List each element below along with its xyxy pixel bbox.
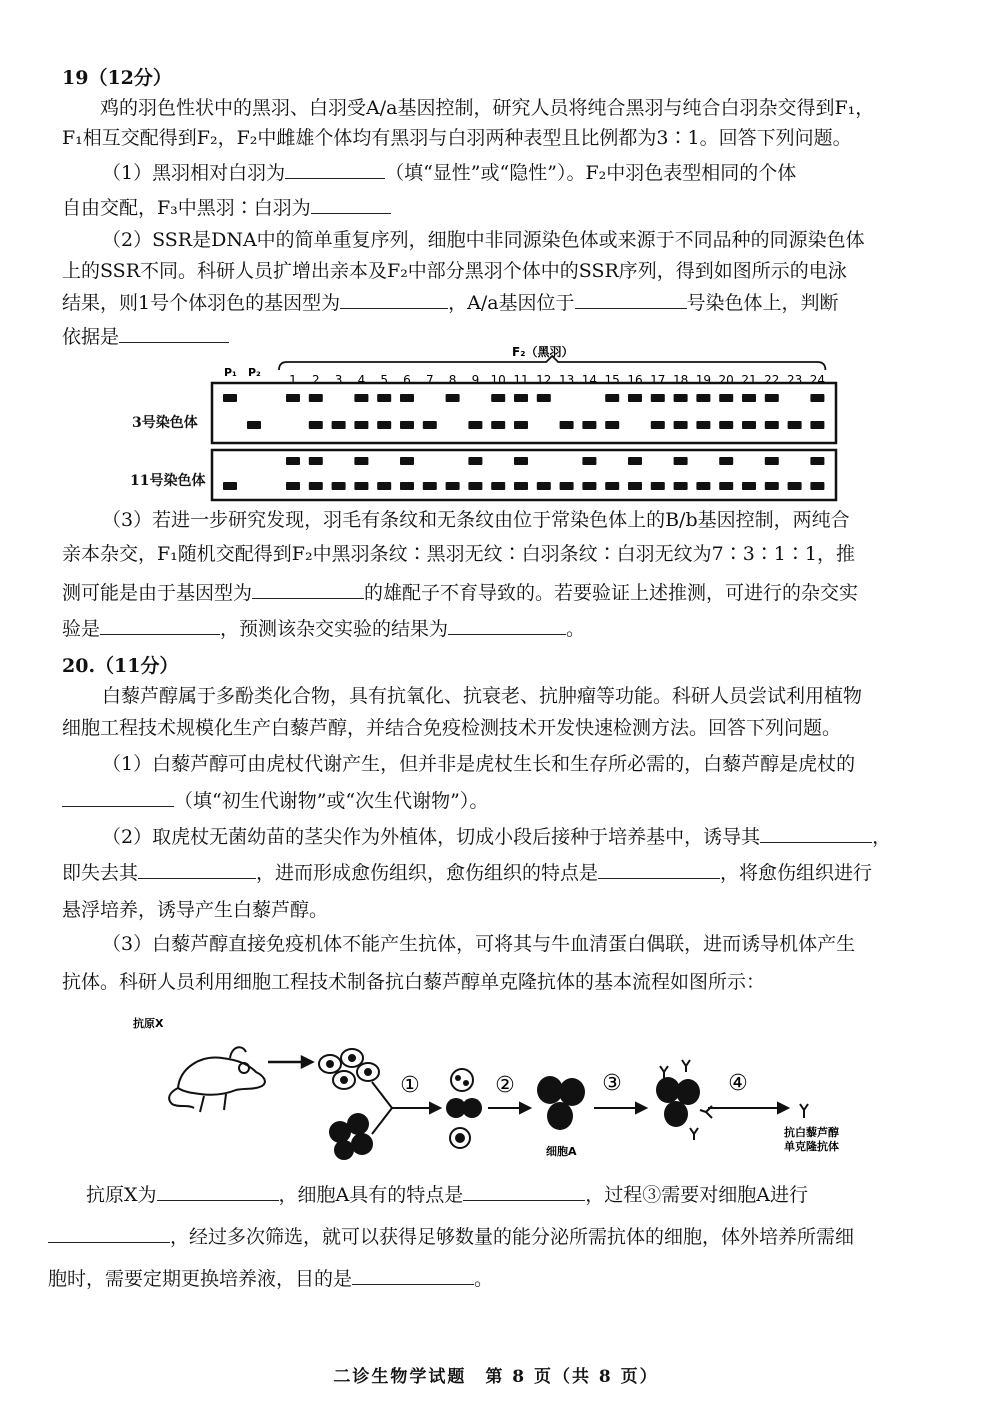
page-footer: 二诊生物学试题 第 8 页（共 8 页） [333, 1367, 659, 1387]
antibody-icon [800, 1104, 808, 1118]
q20-intro-line2: 细胞工程技术规模化生产白藜芦醇，并结合免疫检测技术开发快速检测方法。回答下列问题。 [62, 717, 842, 739]
lane-number: 5 [380, 373, 389, 387]
secreting-cells [656, 1060, 712, 1140]
fused-cells [446, 1069, 482, 1148]
step-label-2: ② [495, 1073, 515, 1098]
q20-part2-line3: 悬浮培养，诱导产生白藜芦醇。 [62, 899, 329, 921]
antigen-label: 抗原X [133, 1017, 164, 1030]
row-label-chr3: 3号染色体 [132, 415, 198, 431]
q20-part3-text-a2: ，细胞A具有的特点是 [278, 1184, 464, 1206]
step-label-4: ④ [728, 1071, 748, 1096]
myeloma-cells [329, 1113, 373, 1160]
q20-part3-line2: 抗体。科研人员利用细胞工程技术制备抗白藜芦醇单克隆抗体的基本流程如图所示： [62, 971, 766, 993]
arrow-to-b-cells [268, 1057, 312, 1067]
arrow-step3 [594, 1103, 646, 1113]
q19-part3-text-d2: ，预测该杂交实验的结果为 [220, 618, 449, 640]
q19-intro-line1: 鸡的羽色性状中的黑羽、白羽受A/a基因控制，研究人员将纯合黑羽与纯合白羽杂交得到F₁， [100, 97, 875, 119]
product-label-line1: 抗白藜芦醇 [784, 1126, 839, 1139]
lane-number: 6 [403, 373, 411, 387]
arrow-step4 [708, 1103, 788, 1113]
q20-part2-text-b2: ，进而形成愈伤组织，愈伤组织的特点是 [256, 862, 599, 884]
parent-label-2: P₂ [248, 366, 261, 379]
q19-part1-text-b: （填“显性”或“隐性”）。F₂中羽色表型相同的个体 [385, 162, 797, 184]
q20-part3-text-b1: ，经过多次筛选，就可以获得足够数量的能分泌所需抗体的细胞，体外培养所需细 [170, 1226, 855, 1248]
cell-a-label: 细胞A [546, 1145, 577, 1158]
q20-header: 20.（11分） [62, 655, 179, 677]
lane-number: 16 [627, 373, 643, 387]
gel-title: F₂（黑羽） [512, 345, 574, 359]
q19-part3-text-c1: 测可能是由于基因型为 [62, 582, 253, 604]
q19-part3-text-d1: 验是 [62, 618, 101, 640]
q20-part3-text-c1: 胞时，需要定期更换培养液，目的是 [48, 1268, 353, 1290]
lane-number: 14 [581, 373, 598, 387]
lane-number: 24 [809, 373, 826, 387]
answer-blank-process3[interactable] [48, 1224, 170, 1243]
lane-number: 17 [650, 373, 666, 387]
answer-blank-antigen[interactable] [157, 1182, 279, 1201]
q20-part3-text-a1: 抗原X为 [86, 1184, 157, 1206]
q19-part2-text-d: 依据是 [62, 326, 120, 348]
q20-part3-line5 [48, 1266, 493, 1291]
lane-number: 13 [558, 373, 575, 387]
mouse-icon [169, 1047, 265, 1112]
parent-label-1: P₁ [224, 366, 237, 379]
step-label-1: ① [400, 1073, 420, 1098]
lane-number: 10 [490, 373, 506, 387]
answer-blank-cell-a-feature[interactable] [463, 1182, 585, 1201]
q20-part3-line1: （3）白藜芦醇直接免疫机体不能产生抗体，可将其与牛血清蛋白偶联，进而诱导机体产生 [102, 933, 856, 955]
lane-number: 11 [513, 373, 529, 387]
lane-number: 9 [471, 373, 480, 387]
q19-part2-text-c1: 结果，则1号个体羽色的基因型为 [62, 292, 341, 314]
product-label-line2: 单克隆抗体 [784, 1140, 839, 1153]
lane-number: 12 [536, 373, 552, 387]
q19-part2-text-c2: ，A/a基因位于 [448, 292, 575, 314]
lane-number: 20 [718, 373, 734, 387]
lane-number: 21 [741, 373, 757, 387]
q19-part1-text-c: 自由交配，F₃中黑羽∶白羽为 [62, 197, 311, 219]
lane-number: 15 [604, 373, 620, 387]
q20-part2-text-a1: （2）取虎杖无菌幼苗的茎尖作为外植体，切成小段后接种于培养基中，诱导其 [102, 826, 761, 848]
row-label-chr11: 11号染色体 [130, 473, 206, 489]
lane-number: 18 [672, 373, 689, 387]
q20-part3-line3 [86, 1182, 808, 1207]
answer-blank-purpose[interactable] [352, 1266, 474, 1285]
q19-part3-line1: （3）若进一步研究发现，羽毛有条纹和无条纹由位于常染色体上的B/b基因控制，两纯合 [102, 509, 850, 531]
q19-intro-line2: F₁相互交配得到F₂，F₂中雌雄个体均有黑羽与白羽两种表型且比例都为3∶1。回答下列问题。 [62, 127, 852, 149]
q19-part3-text-c2: 的雄配子不育导致的。若要验证上述推测，可进行的杂交实 [364, 582, 859, 604]
b-cells [319, 1049, 379, 1089]
q20-part3-line4 [48, 1224, 854, 1249]
q19-part1-text-a: （1）黑羽相对白羽为 [102, 162, 286, 184]
lane-number: 19 [695, 373, 712, 387]
q20-part3-text-c2: 。 [474, 1268, 494, 1290]
q20-part1-text-b: （填“初生代谢物”或“次生代谢物”）。 [174, 790, 489, 812]
lane-number: 4 [357, 373, 366, 387]
q20-intro-line1: 白藜芦醇属于多酚类化合物，具有抗氧化、抗衰老、抗肿瘤等功能。科研人员尝试利用植物 [102, 685, 863, 707]
q20-part2-text-b3: ，将愈伤组织进行 [720, 862, 873, 884]
arrow-step2 [488, 1103, 530, 1113]
lane-number: 23 [786, 373, 803, 387]
q19-part3-text-d3: 。 [566, 618, 586, 640]
lane-number: 2 [311, 373, 320, 387]
q19-part2-text-c3: 号染色体上，判断 [686, 292, 839, 314]
q19-part2-line1: （2）SSR是DNA中的简单重复序列，细胞中非同源染色体或来源于不同品种的同源染色体 [102, 229, 865, 251]
lane-number: 22 [764, 373, 780, 387]
q20-part1-line1: （1）白藜芦醇可由虎杖代谢产生，但并非是虎杖生长和生存所必需的，白藜芦醇是虎杖的 [102, 753, 856, 775]
q20-part3-text-a3: ，过程③需要对细胞A进行 [585, 1184, 808, 1206]
lane-number: 3 [334, 373, 343, 387]
q19-part2-line2: 上的SSR不同。科研人员扩增出亲本及F₂中部分黑羽个体中的SSR序列，得到如图所示的电泳 [62, 260, 847, 282]
q19-header: 19（12分） [62, 67, 172, 89]
q19-part3-line2: 亲本杂交，F₁随机交配得到F₂中黑羽条纹∶黑羽无纹∶白羽条纹∶白羽无纹为7∶3∶1∶1，推 [62, 543, 855, 565]
cell-a [537, 1076, 585, 1130]
lane-number: 1 [289, 373, 297, 387]
step-label-3: ③ [602, 1071, 622, 1096]
q20-part2-text-b1: 即失去其 [62, 862, 139, 884]
q20-part2-text-a2: ， [872, 826, 892, 848]
lane-number: 8 [448, 373, 457, 387]
lane-number: 7 [425, 373, 434, 387]
